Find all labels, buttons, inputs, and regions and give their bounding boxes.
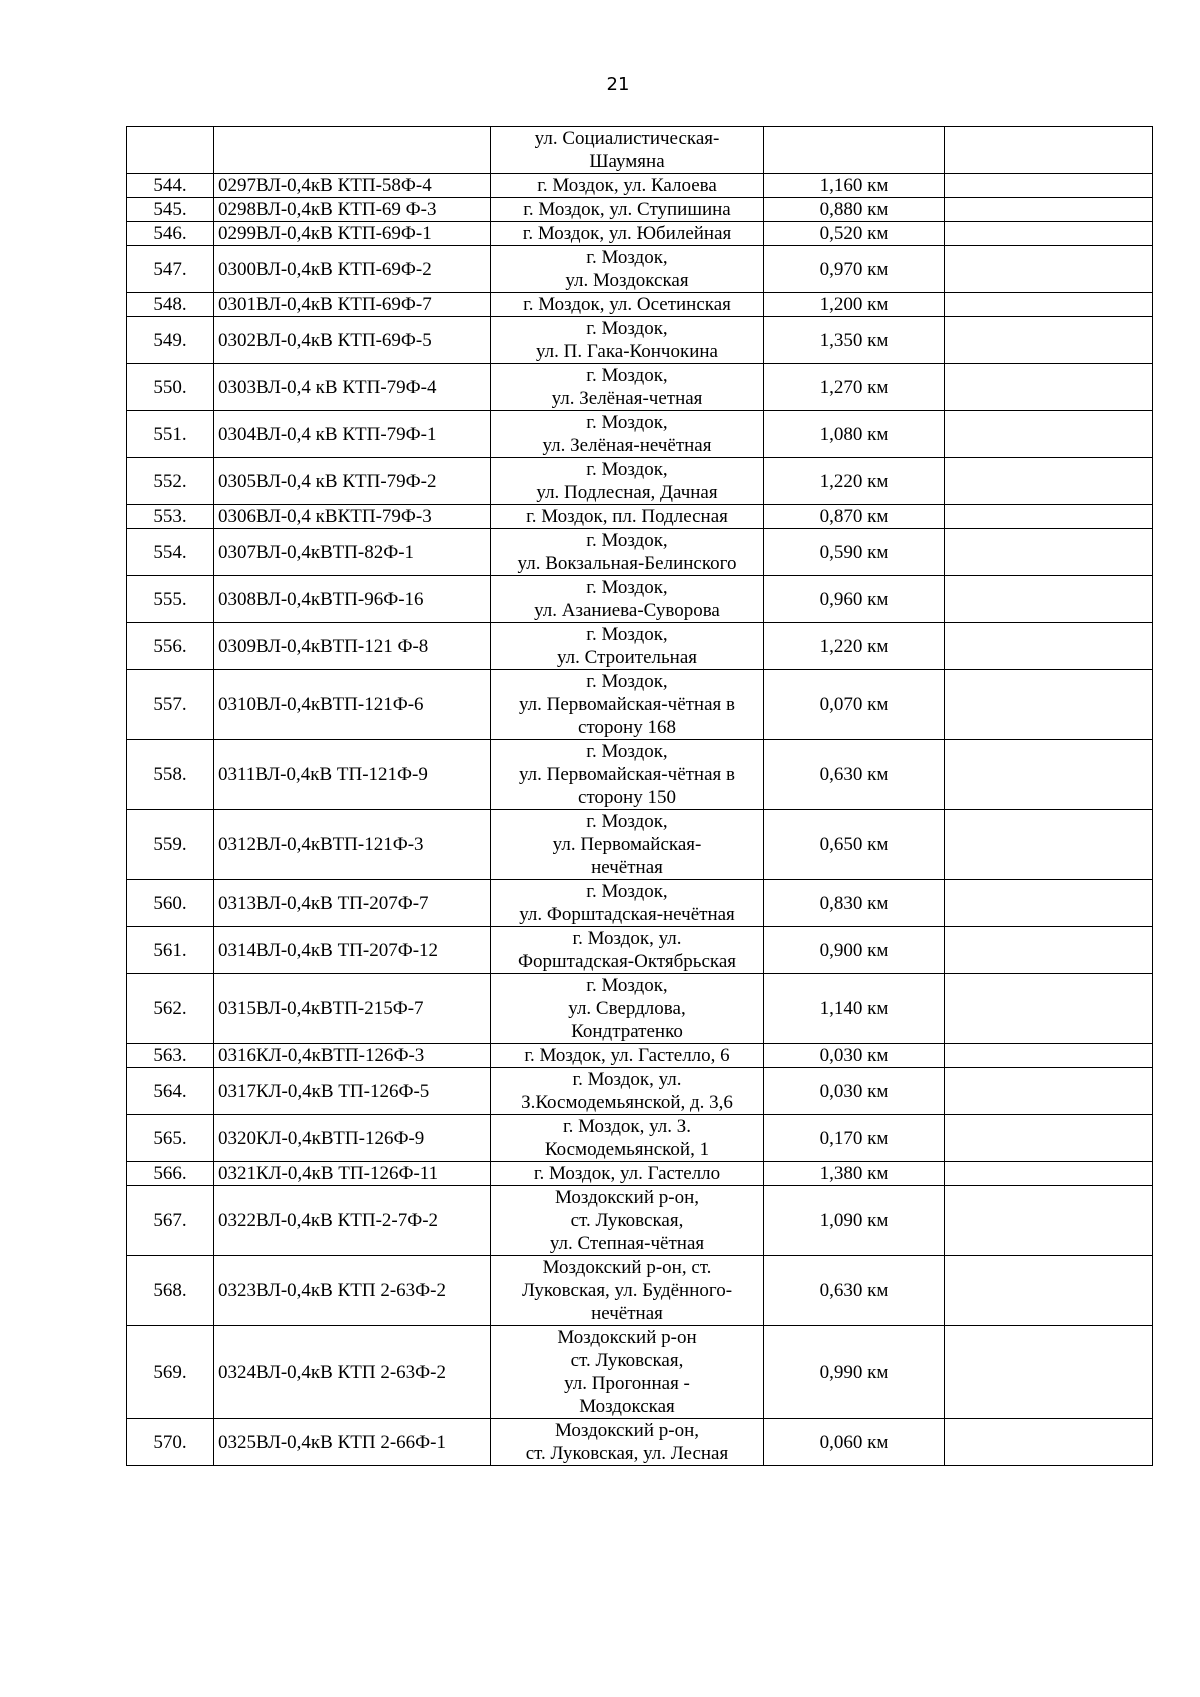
length-cell: 1,160 км: [764, 174, 945, 198]
length-cell: 1,080 км: [764, 411, 945, 458]
note-cell: [945, 1326, 1153, 1419]
length-cell: 1,140 км: [764, 974, 945, 1044]
row-number-cell: 556.: [127, 623, 214, 670]
line-name-cell: 0309ВЛ-0,4кВТП-121 Ф-8: [214, 623, 491, 670]
address-cell: [491, 174, 764, 198]
address-line: ст. Луковская,: [570, 1350, 684, 1371]
table-row: [127, 623, 1153, 670]
note-cell: [945, 174, 1153, 198]
address-line: ул. Социалистическая-: [534, 128, 720, 149]
table-row: [127, 529, 1153, 576]
address-cell: [491, 1044, 764, 1068]
address-line: Кондтратенко: [571, 1021, 683, 1042]
table-row: [127, 927, 1153, 974]
address-line: г. Моздок,: [586, 975, 668, 996]
address-line: нечётная: [591, 857, 663, 878]
address-line: г. Моздок,: [586, 811, 668, 832]
table-row: [127, 1419, 1153, 1466]
table-row: [127, 740, 1153, 810]
address-cell: [491, 411, 764, 458]
address-cell: [491, 505, 764, 529]
row-number-cell: 550.: [127, 364, 214, 411]
address-line: сторону 168: [578, 717, 676, 738]
row-number-cell: 568.: [127, 1256, 214, 1326]
address-line: ул. Моздокская: [565, 270, 689, 291]
row-number-cell: 546.: [127, 222, 214, 246]
note-cell: [945, 740, 1153, 810]
address-line: сторону 150: [578, 787, 676, 808]
length-cell: 1,220 км: [764, 458, 945, 505]
note-cell: [945, 222, 1153, 246]
address-line: ул. П. Гака-Кончокина: [536, 341, 718, 362]
note-cell: [945, 1115, 1153, 1162]
length-cell: 0,030 км: [764, 1068, 945, 1115]
note-cell: [945, 293, 1153, 317]
note-cell: [945, 670, 1153, 740]
note-cell: [945, 1419, 1153, 1466]
address-line: Моздокский р-он,: [554, 1420, 699, 1441]
address-line: г. Моздок, ул. Гастелло, 6: [524, 1045, 730, 1066]
row-number-cell: 570.: [127, 1419, 214, 1466]
note-cell: [945, 1044, 1153, 1068]
length-cell: 0,170 км: [764, 1115, 945, 1162]
address-line: г. Моздок,: [586, 365, 668, 386]
line-name-cell: 0307ВЛ-0,4кВТП-82Ф-1: [214, 529, 491, 576]
row-number-cell: 549.: [127, 317, 214, 364]
length-cell: 1,220 км: [764, 623, 945, 670]
table-row: [127, 293, 1153, 317]
address-cell: [491, 317, 764, 364]
table-row: [127, 317, 1153, 364]
line-name-cell: 0316КЛ-0,4кВТП-126Ф-3: [214, 1044, 491, 1068]
length-cell: 0,900 км: [764, 927, 945, 974]
note-cell: [945, 198, 1153, 222]
row-number-cell: 555.: [127, 576, 214, 623]
line-name-cell: 0325ВЛ-0,4кВ КТП 2-66Ф-1: [214, 1419, 491, 1466]
address-line: ул. Подлесная, Дачная: [536, 482, 718, 503]
address-line: Шаумяна: [589, 151, 665, 172]
note-cell: [945, 458, 1153, 505]
address-line: нечётная: [591, 1303, 663, 1324]
length-cell: 0,630 км: [764, 1256, 945, 1326]
line-name-cell: 0302ВЛ-0,4кВ КТП-69Ф-5: [214, 317, 491, 364]
address-cell: [491, 364, 764, 411]
address-line: Моздокская: [579, 1396, 675, 1417]
note-cell: [945, 810, 1153, 880]
table-row: [127, 1186, 1153, 1256]
address-line: г. Моздок, ул.: [572, 1069, 682, 1090]
address-line: ул. Вокзальная-Белинского: [517, 553, 737, 574]
line-name-cell: 0323ВЛ-0,4кВ КТП 2-63Ф-2: [214, 1256, 491, 1326]
address-line: Форштадская-Октябрьская: [517, 951, 737, 972]
table-row: [127, 1068, 1153, 1115]
address-line: г. Моздок,: [586, 247, 668, 268]
address-line: ул. Первомайская-чётная в: [518, 694, 735, 715]
address-cell: [491, 974, 764, 1044]
line-name-cell: 0315ВЛ-0,4кВТП-215Ф-7: [214, 974, 491, 1044]
line-name-cell: 0321КЛ-0,4кВ ТП-126Ф-11: [214, 1162, 491, 1186]
address-line: ул. Прогонная -: [564, 1373, 690, 1394]
length-cell: 0,060 км: [764, 1419, 945, 1466]
address-line: г. Моздок,: [586, 881, 668, 902]
row-number-cell: 560.: [127, 880, 214, 927]
length-cell: 0,650 км: [764, 810, 945, 880]
row-number-cell: 553.: [127, 505, 214, 529]
address-line: г. Моздок,: [586, 459, 668, 480]
line-name-cell: 0313ВЛ-0,4кВ ТП-207Ф-7: [214, 880, 491, 927]
note-cell: [945, 623, 1153, 670]
address-cell: [491, 880, 764, 927]
line-name-cell: 0317КЛ-0,4кВ ТП-126Ф-5: [214, 1068, 491, 1115]
length-cell: 0,960 км: [764, 576, 945, 623]
length-cell: 1,200 км: [764, 293, 945, 317]
row-number-cell: 552.: [127, 458, 214, 505]
length-cell: 0,630 км: [764, 740, 945, 810]
line-name-cell: 0308ВЛ-0,4кВТП-96Ф-16: [214, 576, 491, 623]
note-cell: [945, 927, 1153, 974]
address-line: г. Моздок,: [586, 412, 668, 433]
length-cell: 0,520 км: [764, 222, 945, 246]
line-name-cell: 0298ВЛ-0,4кВ КТП-69 Ф-3: [214, 198, 491, 222]
registry-table-body: [127, 127, 1153, 1466]
table-row: [127, 505, 1153, 529]
address-cell: [491, 529, 764, 576]
address-line: г. Моздок, ул. Юбилейная: [522, 223, 732, 244]
table-row: [127, 198, 1153, 222]
address-line: З.Космодемьянской, д. 3,6: [521, 1092, 733, 1113]
note-cell: [945, 411, 1153, 458]
address-line: ул. Строительная: [557, 647, 697, 668]
row-number-cell: 562.: [127, 974, 214, 1044]
table-row: [127, 411, 1153, 458]
line-name-cell: 0324ВЛ-0,4кВ КТП 2-63Ф-2: [214, 1326, 491, 1419]
table-row: [127, 1256, 1153, 1326]
address-cell: [491, 1115, 764, 1162]
line-name-cell: 0304ВЛ-0,4 кВ КТП-79Ф-1: [214, 411, 491, 458]
note-cell: [945, 505, 1153, 529]
row-number-cell: 554.: [127, 529, 214, 576]
address-cell: [491, 1256, 764, 1326]
note-cell: [945, 880, 1153, 927]
row-number-cell: 558.: [127, 740, 214, 810]
table-row: [127, 670, 1153, 740]
length-cell: 0,590 км: [764, 529, 945, 576]
length-cell: 0,870 км: [764, 505, 945, 529]
address-line: г. Моздок, ул. Осетинская: [523, 294, 731, 315]
address-line: ул. Первомайская-чётная в: [518, 764, 735, 785]
line-name-cell: 0305ВЛ-0,4 кВ КТП-79Ф-2: [214, 458, 491, 505]
address-line: ул. Зелёная-четная: [551, 388, 703, 409]
address-line: ул. Первомайская-: [552, 834, 702, 855]
line-name-cell: 0297ВЛ-0,4кВ КТП-58Ф-4: [214, 174, 491, 198]
note-cell: [945, 576, 1153, 623]
table-row: [127, 1044, 1153, 1068]
address-line: ул. Зелёная-нечётная: [542, 435, 712, 456]
line-name-cell: 0306ВЛ-0,4 кВКТП-79Ф-3: [214, 505, 491, 529]
note-cell: [945, 246, 1153, 293]
length-cell: 0,830 км: [764, 880, 945, 927]
row-number-cell: [127, 127, 214, 174]
row-number-cell: 545.: [127, 198, 214, 222]
note-cell: [945, 1162, 1153, 1186]
row-number-cell: 551.: [127, 411, 214, 458]
address-line: г. Моздок,: [586, 577, 668, 598]
note-cell: [945, 1186, 1153, 1256]
note-cell: [945, 364, 1153, 411]
address-line: ул. Форштадская-нечётная: [519, 904, 735, 925]
table-row: [127, 576, 1153, 623]
row-number-cell: 557.: [127, 670, 214, 740]
length-cell: 1,090 км: [764, 1186, 945, 1256]
address-line: г. Моздок,: [586, 624, 668, 645]
address-line: Моздокский р-он,: [554, 1187, 699, 1208]
address-line: ул. Степная-чётная: [549, 1233, 705, 1254]
address-line: г. Моздок,: [586, 671, 668, 692]
address-cell: [491, 1419, 764, 1466]
address-line: г. Моздок, ул. Гастелло: [533, 1163, 721, 1184]
line-name-cell: 0310ВЛ-0,4кВТП-121Ф-6: [214, 670, 491, 740]
page-number: 21: [606, 74, 630, 95]
address-cell: [491, 127, 764, 174]
line-name-cell: 0311ВЛ-0,4кВ ТП-121Ф-9: [214, 740, 491, 810]
line-name-cell: 0300ВЛ-0,4кВ КТП-69Ф-2: [214, 246, 491, 293]
line-name-cell: 0303ВЛ-0,4 кВ КТП-79Ф-4: [214, 364, 491, 411]
table-row: [127, 1326, 1153, 1419]
table-row: [127, 1162, 1153, 1186]
length-cell: 0,970 км: [764, 246, 945, 293]
length-cell: 1,270 км: [764, 364, 945, 411]
note-cell: [945, 317, 1153, 364]
row-number-cell: 564.: [127, 1068, 214, 1115]
table-row: [127, 1115, 1153, 1162]
address-cell: [491, 458, 764, 505]
table-row: [127, 974, 1153, 1044]
address-line: ул. Азаниева-Суворова: [534, 600, 720, 621]
address-line: Моздокский р-он: [557, 1327, 697, 1348]
address-cell: [491, 927, 764, 974]
line-name-cell: 0312ВЛ-0,4кВТП-121Ф-3: [214, 810, 491, 880]
length-cell: [764, 127, 945, 174]
length-cell: 0,030 км: [764, 1044, 945, 1068]
row-number-cell: 561.: [127, 927, 214, 974]
table-row: [127, 810, 1153, 880]
note-cell: [945, 1256, 1153, 1326]
address-line: г. Моздок,: [586, 318, 668, 339]
address-line: г. Моздок, пл. Подлесная: [526, 506, 728, 527]
line-name-cell: [214, 127, 491, 174]
line-name-cell: 0301ВЛ-0,4кВ КТП-69Ф-7: [214, 293, 491, 317]
address-cell: [491, 623, 764, 670]
table-row: [127, 246, 1153, 293]
line-name-cell: 0299ВЛ-0,4кВ КТП-69Ф-1: [214, 222, 491, 246]
address-line: г. Моздок, ул.: [572, 928, 682, 949]
address-line: Космодемьянской, 1: [544, 1139, 710, 1160]
registry-table: [126, 126, 1153, 1466]
address-cell: [491, 1326, 764, 1419]
address-cell: [491, 740, 764, 810]
row-number-cell: 544.: [127, 174, 214, 198]
note-cell: [945, 529, 1153, 576]
address-cell: [491, 293, 764, 317]
length-cell: 1,350 км: [764, 317, 945, 364]
address-line: Моздокский р-он, ст.: [542, 1257, 712, 1278]
note-cell: [945, 127, 1153, 174]
length-cell: 0,880 км: [764, 198, 945, 222]
address-cell: [491, 1186, 764, 1256]
row-number-cell: 548.: [127, 293, 214, 317]
row-number-cell: 547.: [127, 246, 214, 293]
length-cell: 1,380 км: [764, 1162, 945, 1186]
address-line: ст. Луковская, ул. Лесная: [525, 1443, 729, 1464]
address-line: г. Моздок, ул. Ступишина: [523, 199, 731, 220]
line-name-cell: 0314ВЛ-0,4кВ ТП-207Ф-12: [214, 927, 491, 974]
line-name-cell: 0322ВЛ-0,4кВ КТП-2-7Ф-2: [214, 1186, 491, 1256]
address-cell: [491, 576, 764, 623]
note-cell: [945, 974, 1153, 1044]
address-cell: [491, 198, 764, 222]
address-cell: [491, 1068, 764, 1115]
address-cell: [491, 222, 764, 246]
address-line: г. Моздок, ул. Калоева: [537, 175, 717, 196]
line-name-cell: 0320КЛ-0,4кВТП-126Ф-9: [214, 1115, 491, 1162]
address-line: г. Моздок, ул. З.: [562, 1116, 692, 1137]
note-cell: [945, 1068, 1153, 1115]
table-row: [127, 174, 1153, 198]
row-number-cell: 563.: [127, 1044, 214, 1068]
row-number-cell: 569.: [127, 1326, 214, 1419]
address-line: Луковская, ул. Будённого-: [521, 1280, 733, 1301]
row-number-cell: 565.: [127, 1115, 214, 1162]
row-number-cell: 567.: [127, 1186, 214, 1256]
row-number-cell: 566.: [127, 1162, 214, 1186]
table-row: [127, 127, 1153, 174]
address-line: ст. Луковская,: [570, 1210, 684, 1231]
address-cell: [491, 810, 764, 880]
address-cell: [491, 1162, 764, 1186]
length-cell: 0,990 км: [764, 1326, 945, 1419]
table-row: [127, 364, 1153, 411]
address-line: ул. Свердлова,: [568, 998, 686, 1019]
address-line: г. Моздок,: [586, 741, 668, 762]
length-cell: 0,070 км: [764, 670, 945, 740]
address-cell: [491, 670, 764, 740]
row-number-cell: 559.: [127, 810, 214, 880]
table-row: [127, 880, 1153, 927]
address-line: г. Моздок,: [586, 530, 668, 551]
table-row: [127, 458, 1153, 505]
address-cell: [491, 246, 764, 293]
table-row: [127, 222, 1153, 246]
